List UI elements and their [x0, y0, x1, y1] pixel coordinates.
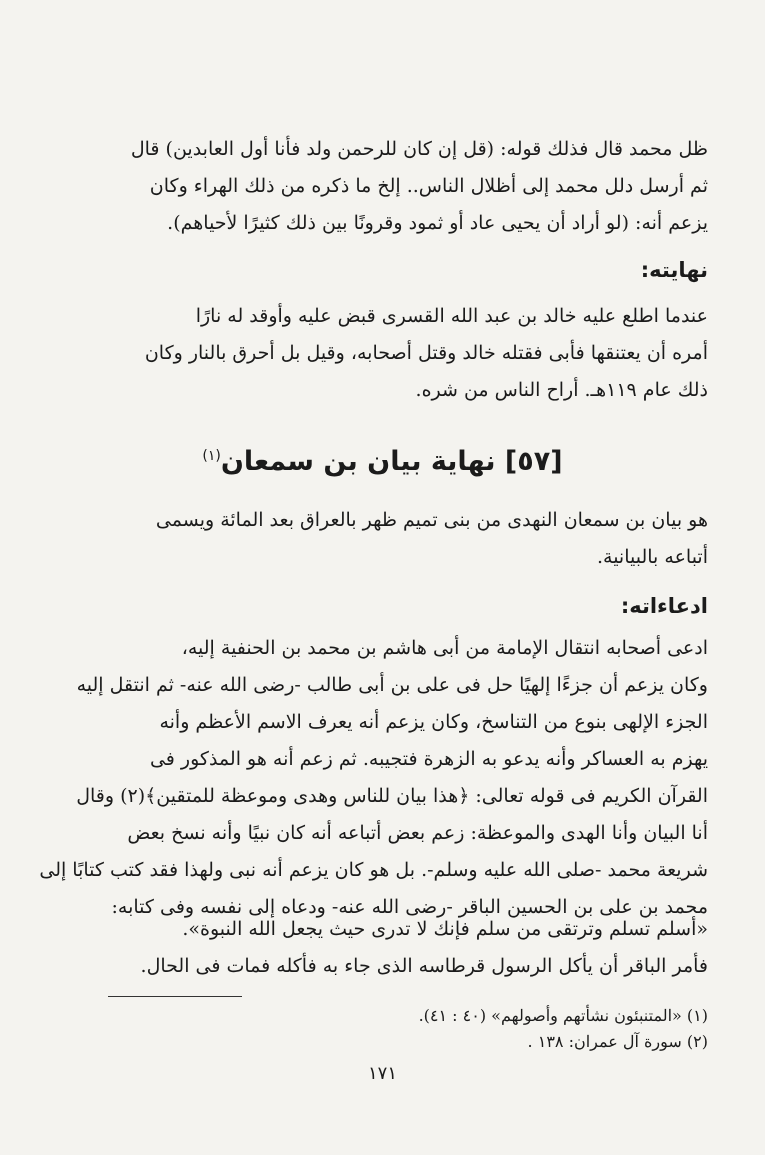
end-paragraph [108, 298, 708, 409]
quote-paragraph [108, 911, 708, 985]
text-line: ذلك عام ١١٩هـ. أراح الناس من شره. [415, 379, 708, 401]
chapter-intro-paragraph [108, 502, 708, 576]
text-line: ادعى أصحابه انتقال الإمامة من أبى هاشم بن محمد بن الحنفية إليه، [181, 637, 708, 659]
section-heading-claims: ادعاءاته: [620, 594, 708, 618]
text-line: فأمر الباقر أن يأكل الرسول قرطاسه الذى جاء به فأكله فمات فى الحال. [140, 955, 708, 977]
text-line: «أسلم تسلم وترتقى من سلم فإنك لا تدرى حيث يجعل الله النبوة». [182, 918, 708, 940]
text-line: يزعم أنه: (لو أراد أن يحيى عاد أو ثمود وقرونًا بين ذلك كثيرًا لأحياهم). [167, 212, 708, 234]
claims-paragraph [39, 630, 708, 926]
intro-paragraph [108, 131, 708, 242]
footnotes [108, 1003, 708, 1055]
section-heading-end: نهايته: [640, 258, 708, 282]
text-line: شريعة محمد -صلى الله عليه وسلم-. بل هو كان يزعم أنه نبى ولهذا فقد كتب كتابًا إلى [39, 859, 708, 881]
footnote-divider [108, 996, 242, 997]
footnote-ref: (١) [202, 448, 221, 464]
text-line: محمد بن على بن الحسين الباقر -رضى الله عنه- ودعاه إلى نفسه وفى كتابه: [111, 896, 708, 918]
footnote-2: (٢) سورة آل عمران: ١٣٨ . [527, 1032, 708, 1051]
page-number: ١٧١ [367, 1063, 397, 1084]
text-line: القرآن الكريم فى قوله تعالى: ﴿هذا بيان للناس وهدى وموعظة للمتقين﴾(٢) وقال [76, 785, 708, 807]
text-line: أنا البيان وأنا الهدى والموعظة: زعم بعض أتباعه أنه كان نبيًا وأنه نسخ بعض [127, 822, 708, 844]
chapter-title-text: [٥٧] نهاية بيان بن سمعان [220, 446, 563, 477]
text-line: عندما اطلع عليه خالد بن عبد الله القسرى قبض عليه وأوقد له نارًا [195, 305, 708, 327]
chapter-title [0, 446, 765, 477]
text-line: ظل محمد قال فذلك قوله: (قل إن كان للرحمن ولد فأنا أول العابدين) قال [130, 138, 708, 160]
text-line: هو بيان بن سمعان النهدى من بنى تميم ظهر بالعراق بعد المائة ويسمى [155, 509, 708, 531]
text-line: ثم أرسل دلل محمد إلى أظلال الناس.. إلخ ما ذكره من ذلك الهراء وكان [149, 175, 708, 197]
text-line: وكان يزعم أن جزءًا إلهيًا حل فى على بن أبى طالب -رضى الله عنه- ثم انتقل إليه [76, 674, 708, 696]
text-line: أتباعه بالبيانية. [596, 546, 708, 568]
footnote-1: (١) «المتنبئون نشأتهم وأصولهم» (٤٠ : ٤١). [418, 1006, 708, 1025]
text-line: أمره أن يعتنقها فأبى فقتله خالد وقتل أصحابه، وقيل بل أحرق بالنار وكان [144, 342, 708, 364]
text-line: يهزم به العساكر وأنه يدعو به الزهرة فتجيبه. ثم زعم أنه هو المذكور فى [149, 748, 708, 770]
text-line: الجزء الإلهى بنوع من التناسخ، وكان يزعم أنه يعرف الاسم الأعظم وأنه [159, 711, 708, 733]
